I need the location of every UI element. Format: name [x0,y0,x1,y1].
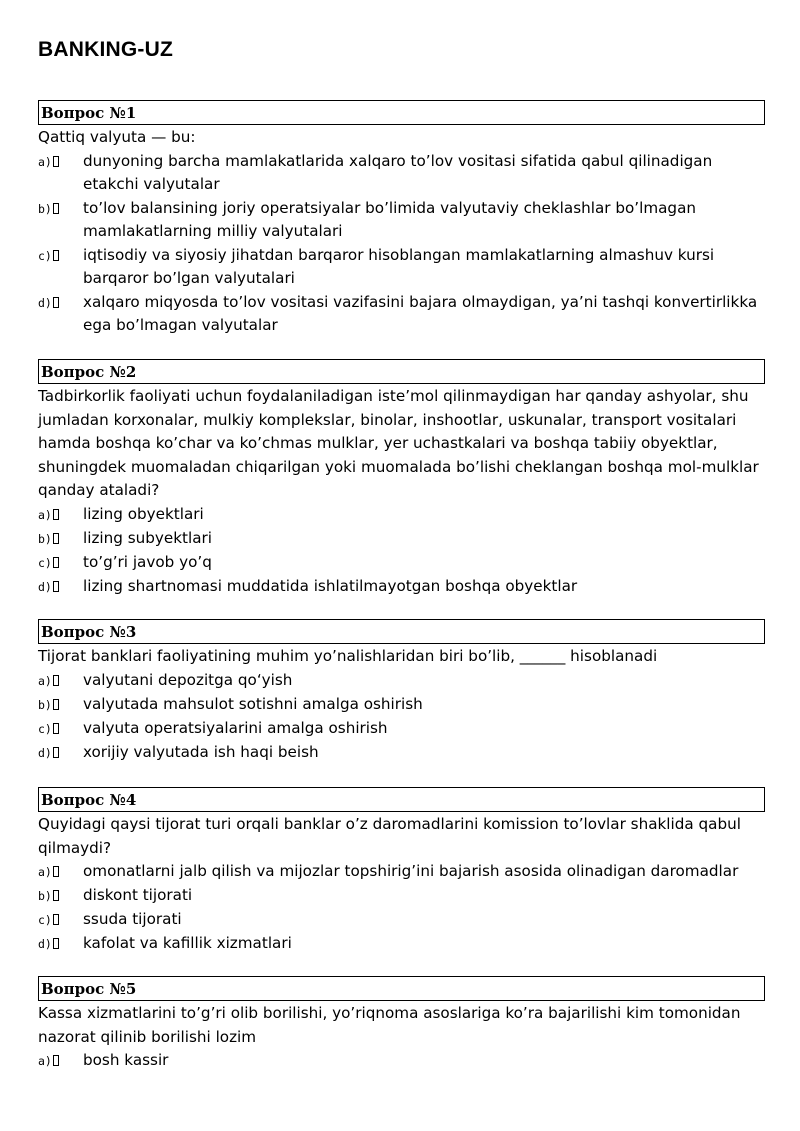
checkbox-glyph-icon [53,699,59,710]
checkbox-glyph-icon [53,203,59,214]
answer-text: to’lov balansining joriy operatsiyalar bo’limida valyutaviy cheklashlar bo’lmagan mamlakatlarning milliy valyutalari [83,198,697,240]
answer-letter-text: c) [38,248,52,263]
answer-letter [38,197,83,221]
answer-text: diskont tijorati [83,886,193,904]
answer-text: kafolat va kafillik xizmatlari [83,934,292,952]
answer-text: lizing shartnomasi muddatida ishlatilmayotgan boshqa obyektlar [83,576,578,595]
question-block [38,787,765,956]
answer-text: iqtisodiy va siyosiy jihatdan barqaror hisoblangan mamlakatlarning almashuv kursi barqaror bo’lgan valyutalari [83,245,715,287]
answer-letter [38,291,83,315]
answer-list [38,669,765,765]
answer-letter [38,693,83,717]
answer-text: valyutani depozitga qo‘yish [83,670,293,689]
answer-letter [38,741,83,765]
answer-letter [38,1049,83,1073]
answer-option [38,291,765,338]
question-header: Вопрос №2 [38,359,765,384]
answer-letter-text: b) [38,531,52,546]
question-text: Kassa xizmatlarini to’g’ri olib borilishi, yo’riqnoma asoslariga ko’ra bajarilishi kim tomonidan nazorat qilinib borilishi lozim [38,1004,741,1046]
answer-list [38,860,765,956]
answer-text: ssuda tijorati [83,910,182,928]
answer-letter [38,150,83,174]
checkbox-glyph-icon [53,581,59,592]
checkbox-glyph-icon [53,938,59,949]
answer-letter [38,551,83,575]
question-text: Quyidagi qaysi tijorat turi orqali banklar o’z daromadlarini komission to’lovlar shaklida qabul qilmaydi? [38,815,741,857]
checkbox-glyph-icon [53,866,59,877]
answer-letter [38,860,83,884]
answer-letter-text: b) [38,889,52,903]
answer-option [38,741,765,765]
answer-letter-text: d) [38,745,52,760]
answer-list [38,150,765,338]
answer-letter [38,503,83,527]
answer-letter-text: d) [38,937,52,951]
checkbox-glyph-icon [53,250,59,261]
question-text: Qattiq valyuta — bu: [38,128,196,146]
answer-text: dunyoning barcha mamlakatlarida xalqaro to’lov vositasi sifatida qabul qilinadigan etakchi valyutalar [83,151,713,193]
answer-option [38,1049,765,1073]
answer-option [38,932,765,956]
checkbox-glyph-icon [53,675,59,686]
answer-text: omonatlarni jalb qilish va mijozlar topshirig’ini bajarish asosida olinadigan daromadlar [83,862,739,880]
answer-letter-text: c) [38,721,52,736]
answer-option [38,150,765,197]
answer-letter-text: a) [38,507,52,522]
answer-option [38,908,765,932]
answer-letter-text: d) [38,295,52,310]
answer-option [38,527,765,551]
checkbox-glyph-icon [53,914,59,925]
answer-text: lizing obyektlari [83,504,204,523]
answer-option [38,197,765,244]
answer-option [38,860,765,884]
answer-letter-text: a) [38,865,52,879]
checkbox-glyph-icon [53,297,59,308]
checkbox-glyph-icon [53,557,59,568]
question-header: Вопрос №5 [38,976,765,1001]
answer-text: valyuta operatsiyalarini amalga oshirish [83,718,388,737]
answer-letter-text: b) [38,201,52,216]
answer-letter-text: c) [38,913,52,927]
answer-text: to’g’ri javob yo’q [83,552,212,571]
answer-letter-text: d) [38,579,52,594]
page-title: BANKING-UZ [38,38,173,61]
answer-text: bosh kassir [83,1051,169,1069]
answer-text: valyutada mahsulot sotishni amalga oshirish [83,694,423,713]
question-block [38,100,765,338]
checkbox-glyph-icon [53,533,59,544]
question-block [38,359,765,599]
answer-list [38,1049,765,1073]
checkbox-glyph-icon [53,1055,59,1066]
answer-option [38,503,765,527]
checkbox-glyph-icon [53,156,59,167]
answer-letter [38,669,83,693]
answer-letter-text: a) [38,673,52,688]
answer-letter-text: a) [38,1054,52,1068]
answer-option [38,551,765,575]
answer-letter [38,575,83,599]
answer-letter-text: b) [38,697,52,712]
checkbox-glyph-icon [53,509,59,520]
question-block [38,976,765,1073]
answer-list [38,503,765,599]
answer-option [38,244,765,291]
answer-letter [38,244,83,268]
answer-option [38,575,765,599]
question-block [38,619,765,765]
question-header: Вопрос №1 [38,100,765,125]
answer-letter [38,932,83,956]
answer-letter [38,884,83,908]
answer-letter [38,717,83,741]
answer-letter [38,527,83,551]
question-text: Tijorat banklari faoliyatining muhim yo’nalishlaridan biri bo’lib, ______ hisoblanadi [38,647,658,665]
checkbox-glyph-icon [53,723,59,734]
answer-option [38,669,765,693]
answer-option [38,717,765,741]
answer-option [38,884,765,908]
question-text: Tadbirkorlik faoliyati uchun foydalaniladigan iste’mol qilinmaydigan har qanday ashyolar, shu jumladan korxonalar, mulkiy komplekslar, binolar, inshootlar, uskunalar, transport vositalari hamda boshqa ko’char va ko’chmas mulklar, yer uchastkalari va boshqa tabiiy obyektlar, shuningdek muomaladan chiqarilgan yoki muomalada bo’lishi cheklangan boshqa mol-mulklar qanday ataladi? [38,387,759,499]
question-header: Вопрос №3 [38,619,765,644]
answer-letter-text: c) [38,555,52,570]
answer-text: xalqaro miqyosda to’lov vositasi vazifasini bajara olmaydigan, ya’ni tashqi konvertirlikka ega bo’lmagan valyutalar [83,292,758,334]
answer-text: xorijiy valyutada ish haqi beish [83,742,319,761]
checkbox-glyph-icon [53,747,59,758]
answer-letter [38,908,83,932]
answer-option [38,693,765,717]
checkbox-glyph-icon [53,890,59,901]
answer-letter-text: a) [38,154,52,169]
question-header: Вопрос №4 [38,787,765,812]
answer-text: lizing subyektlari [83,528,212,547]
